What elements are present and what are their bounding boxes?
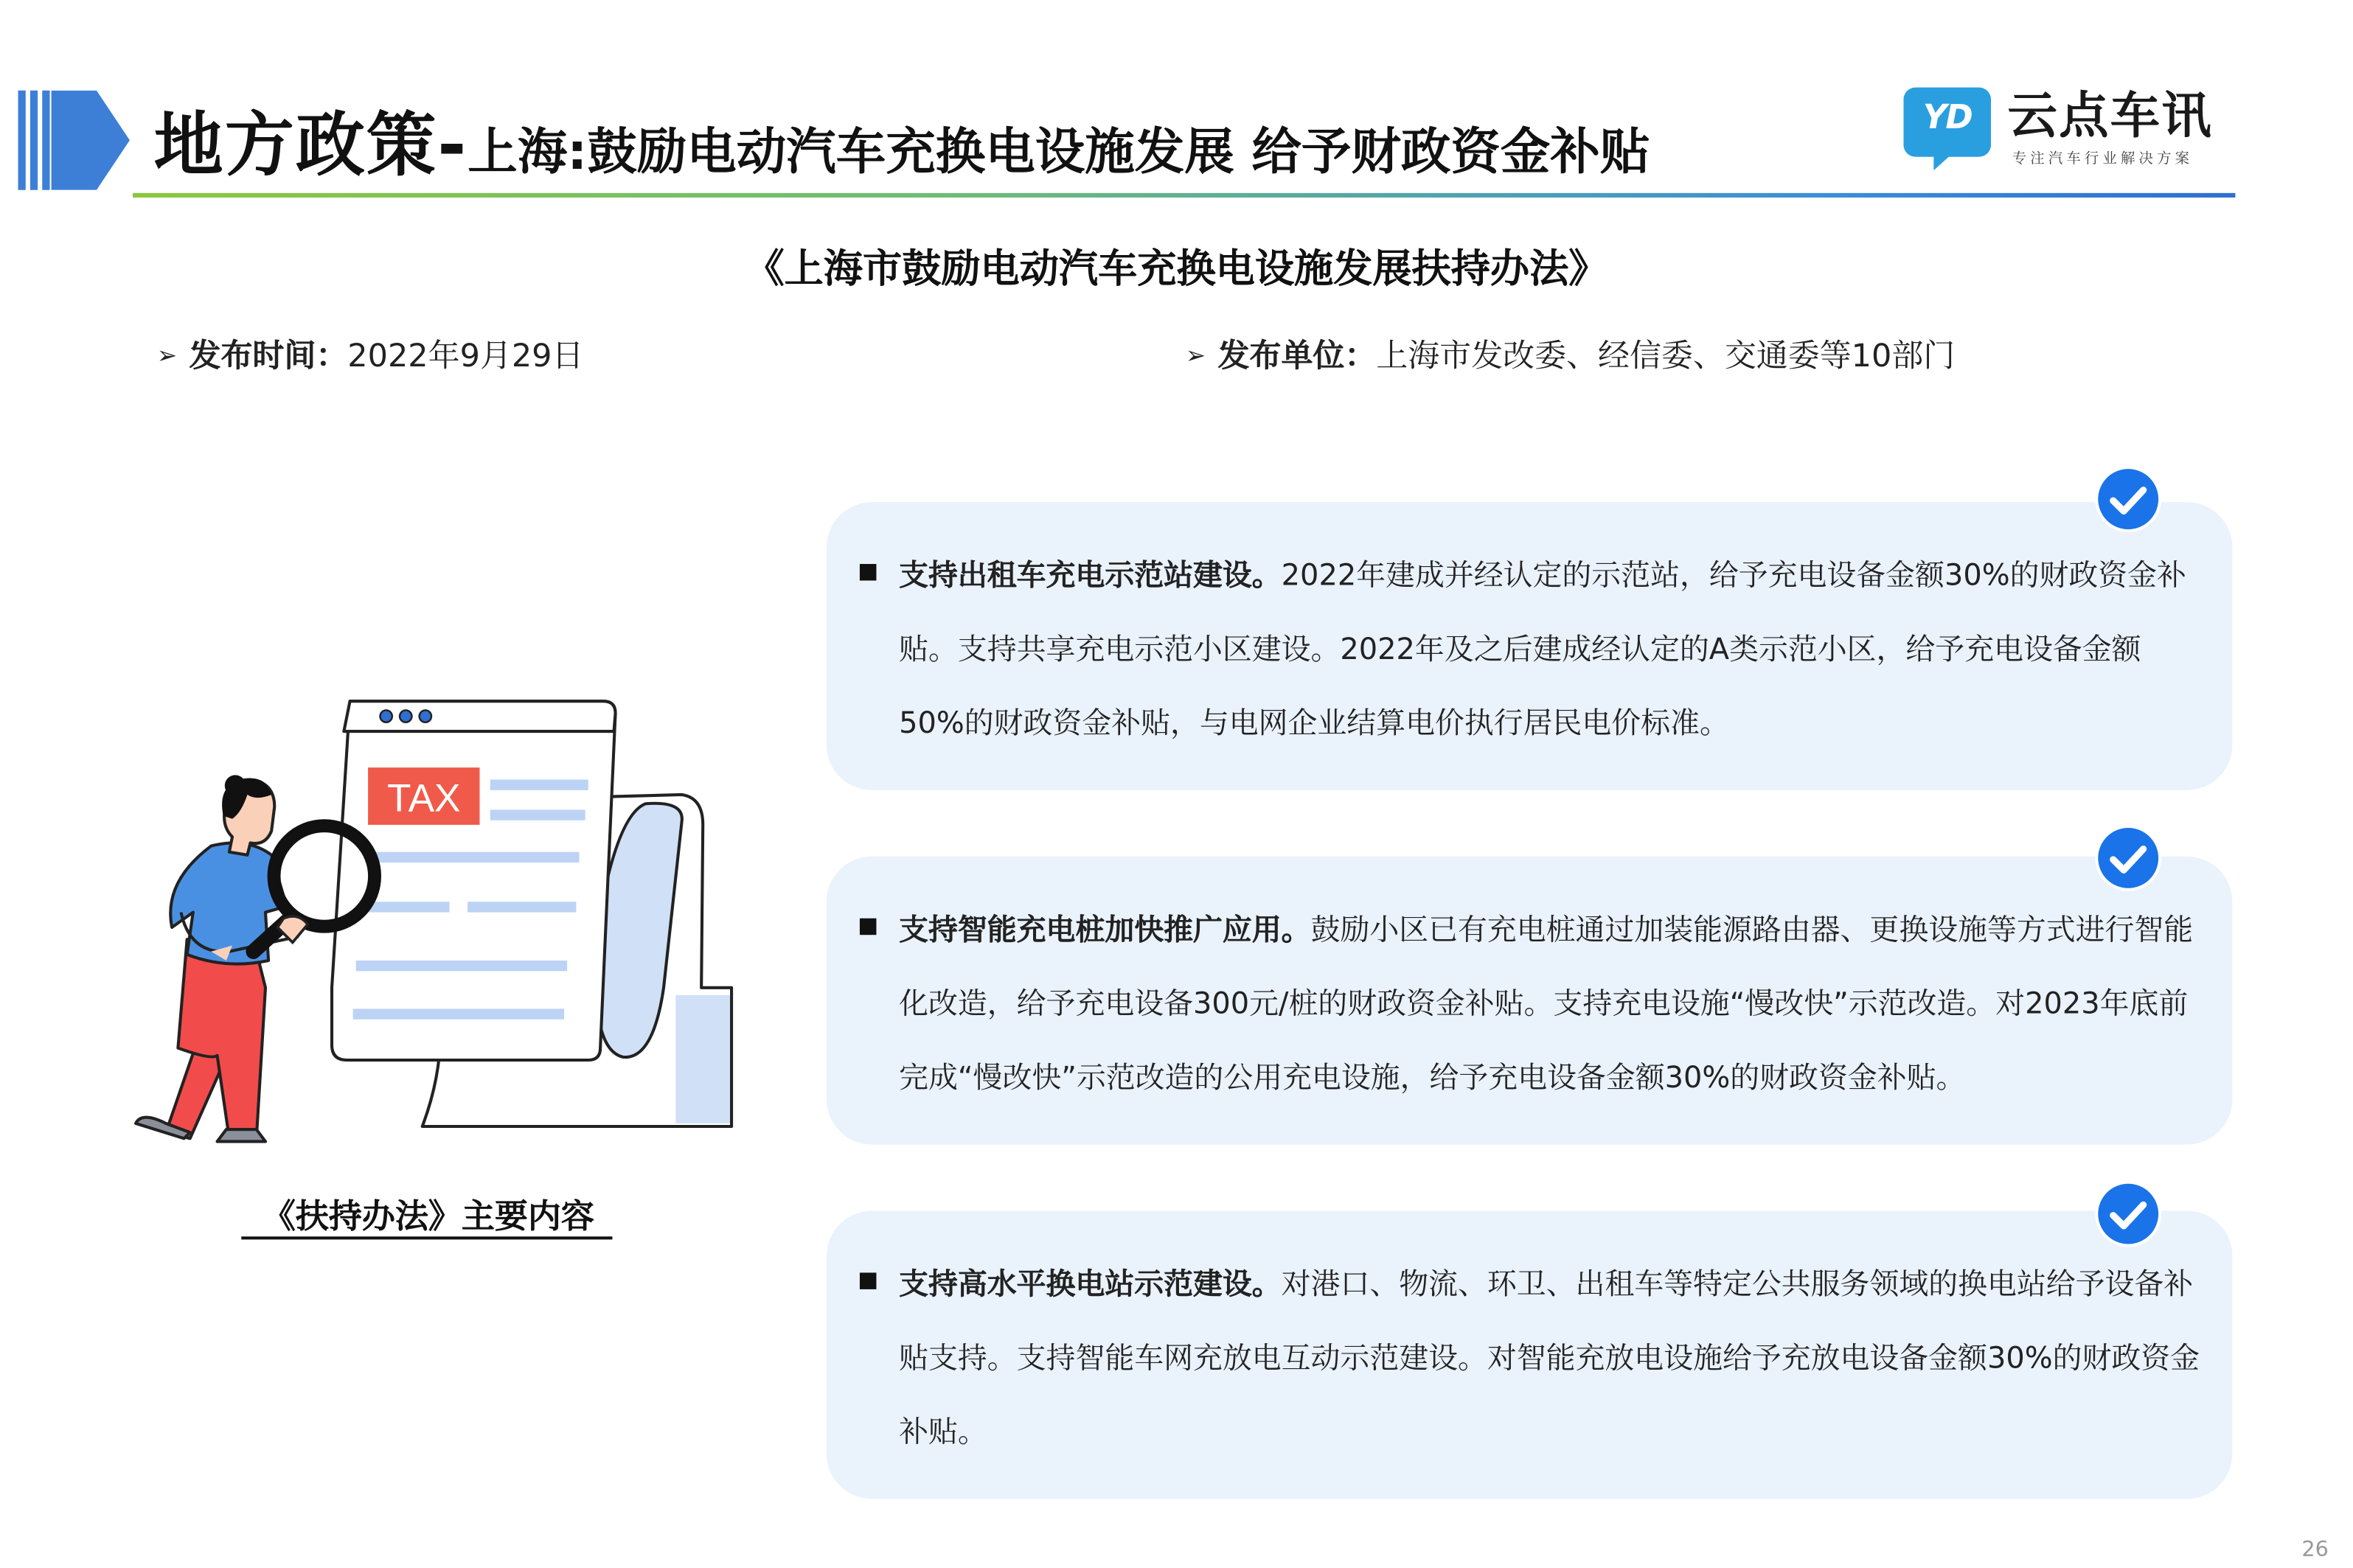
logo-name: 云点车讯 — [2007, 86, 2213, 145]
square-bullet-icon — [860, 564, 877, 581]
issuer-info — [1186, 332, 1955, 383]
caption-underline — [241, 1236, 612, 1239]
title-main: 地方政策- — [153, 104, 468, 186]
check-icon — [2095, 825, 2161, 891]
square-bullet-icon — [860, 919, 877, 935]
arrow-bullet-icon: ➢ — [156, 341, 178, 370]
policy-body-3: 对港口、物流、环卫、出租车等特定公共服务领域的换电站给予设备补贴支持。支持智能车网充放电互动示范建设。对智能充放电设施给予充放电设备金额30%的财政资金补贴。 — [899, 1266, 2200, 1449]
policy-heading-3: 支持高水平换电站示范建设。 — [899, 1266, 1282, 1302]
policy-body-1: 2022年建成并经认定的示范站，给予充电设备金额30%的财政资金补贴。支持共享充电示范小区建设。2022年及之后建成经认定的A类示范小区，给予充电设备金额50%的财政资金补贴，与电网企业结算电价执行居民电价标准。 — [899, 557, 2186, 741]
arrow-bullet-icon: ➢ — [1185, 341, 1206, 370]
page-title — [154, 100, 1650, 206]
policy-text-1 — [899, 538, 2205, 760]
square-bullet-icon — [860, 1272, 877, 1289]
policy-card-1 — [827, 502, 2232, 790]
logo-slogan: 专注汽车行业解决方案 — [2012, 150, 2194, 168]
header-divider — [133, 193, 2235, 198]
tax-badge-text: TAX — [387, 776, 461, 820]
page-number: 26 — [2301, 1538, 2329, 1563]
check-icon — [2095, 1181, 2161, 1247]
policy-heading-2: 支持智能充电桩加快推广应用。 — [899, 912, 1311, 947]
release-label: 发布时间： — [189, 338, 348, 374]
header-bar-3 — [42, 91, 49, 190]
policy-heading-1: 支持出租车充电示范站建设。 — [899, 557, 1282, 593]
policy-card-3 — [827, 1211, 2232, 1499]
issuer-label: 发布单位： — [1217, 338, 1377, 374]
header-bar-1 — [18, 91, 26, 190]
logo-badge-text: YD — [1922, 100, 1972, 138]
policy-text-3 — [899, 1247, 2205, 1469]
policy-text-2 — [899, 893, 2205, 1115]
release-date: 2022年9月29日 — [347, 338, 584, 374]
release-info — [157, 332, 584, 383]
policy-body-2: 鼓励小区已有充电桩通过加装能源路由器、更换设施等方式进行智能化改造，给予充电设备300元/桩的财政资金补贴。支持充电设施“慢改快”示范改造。对2023年底前完成“慢改快”示范改造的公用充电设施，给予充电设备金额30%的财政资金补贴。 — [899, 912, 2194, 1095]
header-bar-2 — [30, 91, 38, 190]
illustration-caption: 《扶持办法》主要内容 — [262, 1199, 594, 1237]
issuer-value: 上海市发改委、经信委、交通委等10部门 — [1376, 338, 1956, 374]
policy-card-2 — [827, 857, 2232, 1145]
tax-illustration — [121, 686, 754, 1154]
header-arrow-icon — [52, 91, 130, 190]
title-sub: 上海:鼓励电动汽车充换电设施发展 给予财政资金补贴 — [468, 122, 1650, 181]
document-title: 《上海市鼓励电动汽车充换电设施发展扶持办法》 — [745, 247, 1608, 293]
check-icon — [2095, 466, 2161, 532]
